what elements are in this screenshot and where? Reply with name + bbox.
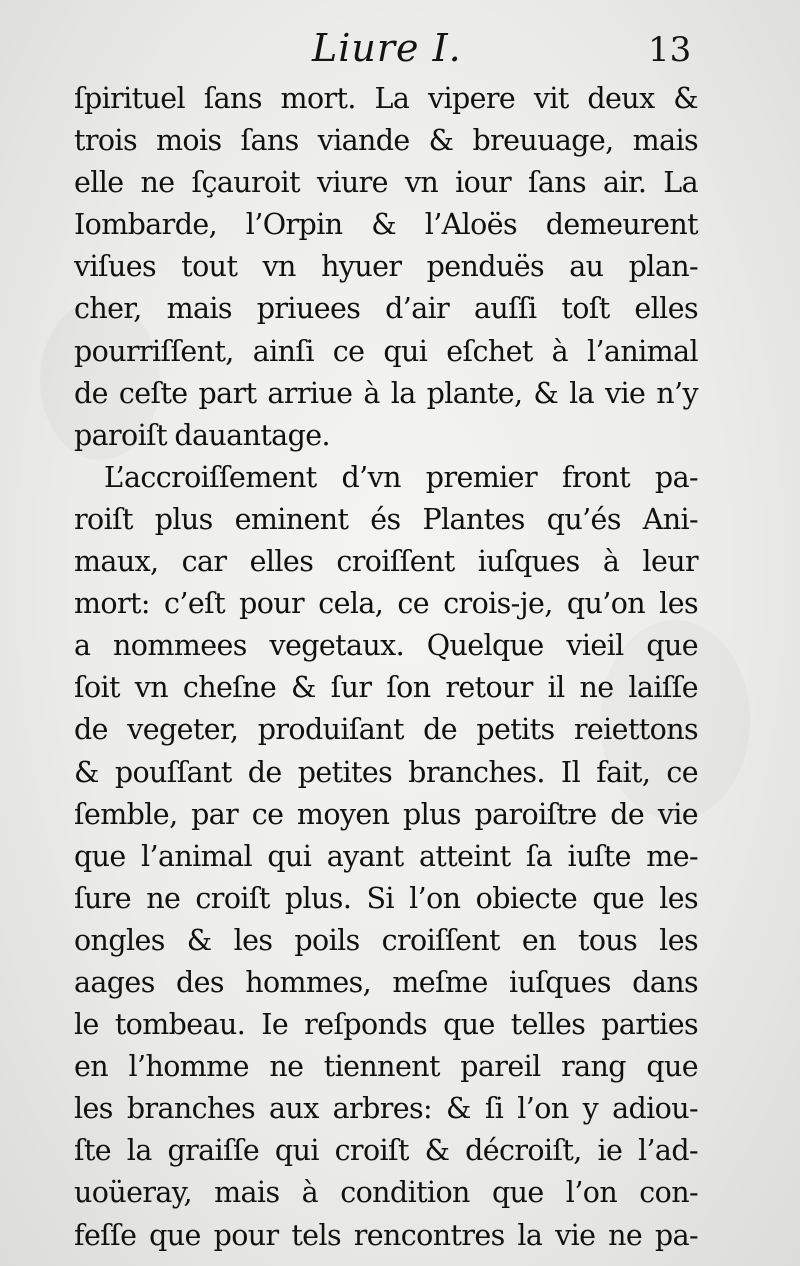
text-line: uoüeray, mais à condition que l’on con- — [74, 1176, 698, 1210]
text-line: a nommees vegetaux. Quelque vieil que — [74, 629, 698, 663]
text-line: ſte la graiſſe qui croiſt & décroiſt, ie l’ad- — [74, 1134, 698, 1168]
text-line: Iombarde, l’Orpin & l’Aloës demeurent — [74, 208, 698, 242]
page-number: 13 — [648, 30, 692, 70]
text-line: de ceſte part arriue à la plante, & la vie n’y — [74, 376, 698, 410]
text-line: maux, car elles croiſſent iuſques à leur — [74, 545, 698, 579]
text-line: ſure ne croiſt plus. Si l’on obiecte que les — [74, 881, 698, 915]
text-line: cher, mais priuees d’air auſſi toſt elles — [74, 292, 698, 326]
text-line: que l’animal qui ayant atteint ſa iuſte me- — [74, 839, 698, 873]
text-line: paroiſt dauantage. — [74, 418, 330, 452]
text-line: ſpirituel ſans mort. La vipere vit deux & — [74, 82, 698, 115]
text-line: ongles & les poils croiſſent en tous les — [74, 923, 698, 957]
book-title: Liure I. — [312, 26, 462, 70]
text-line: de vegeter, produiſant de petits reiettons — [74, 713, 698, 747]
text-line: trois mois ſans viande & breuuage, mais — [74, 124, 698, 158]
text-line: & pouſſant de petites branches. Il fait, ce — [74, 755, 698, 789]
text-line: mort: c’eſt pour cela, ce crois-je, qu’on les — [74, 587, 698, 621]
text-line: roiſt plus eminent és Plantes qu’és Ani- — [74, 502, 698, 536]
text-line: feſſe que pour tels rencontres la vie ne pa- — [74, 1218, 698, 1252]
text-line: pourriſſent, ainſi ce qui eſchet à l’animal — [74, 334, 698, 368]
paragraph-first-line: L’accroiſſement d’vn premier front pa- — [104, 460, 698, 494]
text-line: les branches aux arbres: & ſi l’on y adiou- — [74, 1092, 698, 1126]
running-head — [0, 26, 800, 76]
text-line: aages des hommes, meſme iuſques dans — [74, 965, 698, 999]
text-line: ſoit vn cheſne & ſur ſon retour il ne laiſſe — [74, 671, 698, 705]
text-line: viſues tout vn hyuer penduës au plan- — [74, 250, 698, 284]
text-line: elle ne ſçauroit viure vn iour ſans air. La — [74, 166, 698, 200]
text-line: le tombeau. Ie reſponds que telles parties — [74, 1008, 698, 1042]
body-text — [74, 78, 698, 1257]
text-line: ſemble, par ce moyen plus paroiſtre de vie — [74, 797, 698, 831]
text-line: en l’homme ne tiennent pareil rang que — [74, 1050, 698, 1084]
